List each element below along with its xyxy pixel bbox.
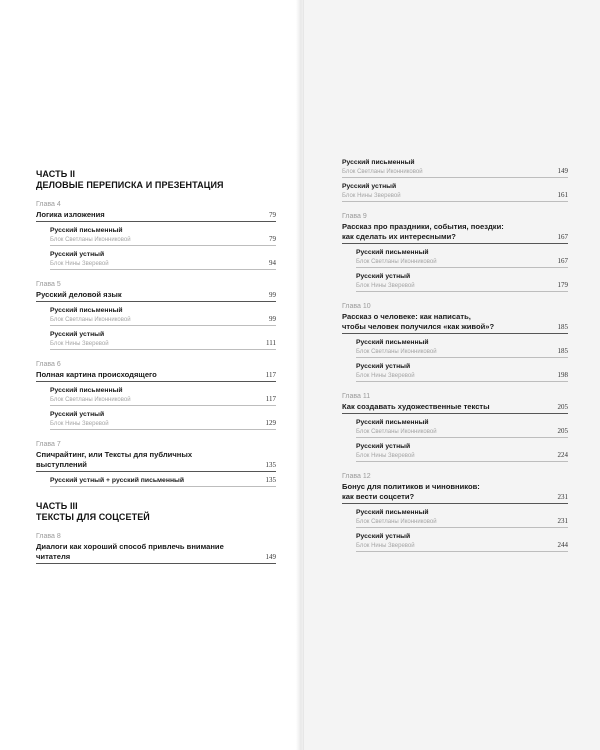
toc-subentry[interactable] xyxy=(36,476,276,487)
chapter-page: 149 xyxy=(265,553,276,561)
toc-subentry[interactable] xyxy=(342,248,568,268)
subentry-author: Блок Светланы Иконниковой xyxy=(356,349,437,355)
chapter-title-line: Диалоги как хороший способ привлечь внимание xyxy=(36,542,224,551)
toc-right-column xyxy=(342,158,568,562)
subentry-title: Русский устный xyxy=(342,183,397,190)
subentry-page: 231 xyxy=(557,517,568,525)
chapter-label: Глава 12 xyxy=(342,473,371,480)
toc-chapter xyxy=(36,280,276,350)
chapter-row[interactable] xyxy=(342,402,568,412)
subentry-rule xyxy=(50,429,276,430)
chapter-page: 185 xyxy=(557,323,568,331)
chapter-title-line: чтобы человек получился «как живой»? xyxy=(342,322,495,331)
chapter-label: Глава 10 xyxy=(342,303,371,310)
subentry-rule xyxy=(50,405,276,406)
subentry-rule xyxy=(356,267,568,268)
subentry-author: Блок Светланы Иконниковой xyxy=(50,317,131,323)
toc-left-column xyxy=(36,169,276,574)
chapter-title: Как создавать художественные тексты xyxy=(342,402,490,411)
chapter-title: Логика изложения xyxy=(36,210,105,219)
subentry-page: 161 xyxy=(557,191,568,199)
chapter-title-line: читателя xyxy=(36,552,71,561)
subentry-author: Блок Нины Зверевой xyxy=(342,193,401,199)
chapter-row[interactable] xyxy=(36,450,276,470)
chapter-page: 231 xyxy=(557,493,568,501)
subentry-rule xyxy=(356,291,568,292)
chapter-label: Глава 9 xyxy=(342,213,367,220)
subentry-page: 179 xyxy=(557,281,568,289)
chapter-title-line: Рассказ про праздники, события, поездки: xyxy=(342,222,504,231)
subentry-title: Русский письменный xyxy=(50,307,123,314)
subentry-rule xyxy=(50,245,276,246)
chapter-rule xyxy=(36,381,276,382)
subentry-page: 185 xyxy=(557,347,568,355)
subentry-author: Блок Нины Зверевой xyxy=(356,453,415,459)
chapter-title: Полная картина происходящего xyxy=(36,370,157,379)
toc-subentry[interactable] xyxy=(342,182,568,202)
chapter-page: 99 xyxy=(269,291,276,299)
subentry-title: Русский письменный xyxy=(50,387,123,394)
subentry-rule xyxy=(50,325,276,326)
chapter-rule xyxy=(36,563,276,564)
subentry-rule xyxy=(356,437,568,438)
part-heading xyxy=(36,169,276,191)
subentry-title: Русский устный + русский письменный xyxy=(50,477,185,484)
subentry-rule xyxy=(356,461,568,462)
subentry-title: Русский письменный xyxy=(50,227,123,234)
subentry-page: 198 xyxy=(557,371,568,379)
subentry-author: Блок Нины Зверевой xyxy=(50,341,109,347)
toc-subentry[interactable] xyxy=(36,226,276,246)
chapter-title xyxy=(342,482,554,502)
chapter-rule xyxy=(36,301,276,302)
toc-subentry[interactable] xyxy=(342,338,568,358)
subentry-rule xyxy=(50,269,276,270)
toc-subentry[interactable] xyxy=(36,250,276,270)
subentry-title: Русский устный xyxy=(50,331,105,338)
subentry-title: Русский устный xyxy=(356,273,411,280)
chapter-row[interactable] xyxy=(36,290,276,300)
toc-subentry[interactable] xyxy=(342,272,568,292)
subentry-rule xyxy=(356,381,568,382)
subentry-author: Блок Светланы Иконниковой xyxy=(356,519,437,525)
chapter-page: 167 xyxy=(557,233,568,241)
chapter-row[interactable] xyxy=(36,542,276,562)
toc-chapter xyxy=(342,392,568,462)
chapter-row[interactable] xyxy=(342,482,568,502)
subentry-title: Русский устный xyxy=(50,411,105,418)
chapter-rule xyxy=(342,243,568,244)
toc-chapter xyxy=(342,302,568,382)
subentry-page: 224 xyxy=(557,451,568,459)
chapter-rule xyxy=(36,221,276,222)
chapter-label: Глава 11 xyxy=(342,393,371,400)
subentry-rule xyxy=(356,551,568,552)
part-number: ЧАСТЬ III xyxy=(36,501,78,511)
chapter-rule xyxy=(342,333,568,334)
toc-chapter xyxy=(342,472,568,552)
subentry-page: 129 xyxy=(265,419,276,427)
toc-subentry[interactable] xyxy=(36,306,276,326)
subentry-page: 167 xyxy=(557,257,568,265)
toc-subentry[interactable] xyxy=(342,442,568,462)
subentry-page: 244 xyxy=(557,541,568,549)
subentry-page: 111 xyxy=(266,339,276,347)
subentry-page: 149 xyxy=(557,167,568,175)
subentry-author: Блок Нины Зверевой xyxy=(356,373,415,379)
subentry-title: Русский устный xyxy=(356,363,411,370)
subentry-title: Русский устный xyxy=(356,533,411,540)
chapter-rule xyxy=(342,503,568,504)
subentry-page: 205 xyxy=(557,427,568,435)
toc-chapter-continued xyxy=(342,158,568,202)
chapter-page: 135 xyxy=(265,461,276,469)
toc-subentry[interactable] xyxy=(342,362,568,382)
subentry-title: Русский письменный xyxy=(356,339,429,346)
toc-subentry[interactable] xyxy=(36,330,276,350)
chapter-title-line: Рассказ о человеке: как написать, xyxy=(342,312,471,321)
chapter-rule xyxy=(36,471,276,472)
subentry-rule xyxy=(342,201,568,202)
subentry-rule xyxy=(50,349,276,350)
chapter-rule xyxy=(342,413,568,414)
chapter-label: Глава 4 xyxy=(36,201,61,208)
toc-subentry[interactable] xyxy=(342,418,568,438)
subentry-author: Блок Нины Зверевой xyxy=(50,421,109,427)
part-heading xyxy=(36,501,276,523)
chapter-row[interactable] xyxy=(342,312,568,332)
chapter-page: 117 xyxy=(265,371,276,379)
chapter-row[interactable] xyxy=(342,222,568,242)
subentry-title: Русский устный xyxy=(356,443,411,450)
chapter-title-line: как сделать их интересными? xyxy=(342,232,456,241)
subentry-author: Блок Светланы Иконниковой xyxy=(50,397,131,403)
chapter-title-line: Спичрайтинг, или Тексты для публичных xyxy=(36,450,193,459)
toc-subentry[interactable] xyxy=(342,532,568,552)
subentry-author: Блок Нины Зверевой xyxy=(356,543,415,549)
chapter-title-line: Бонус для политиков и чиновников: xyxy=(342,482,480,491)
subentry-author: Блок Нины Зверевой xyxy=(50,261,109,267)
toc-chapter xyxy=(36,200,276,270)
toc-chapter xyxy=(342,212,568,292)
subentry-page: 117 xyxy=(265,395,276,403)
chapter-title xyxy=(342,222,554,242)
part-number: ЧАСТЬ II xyxy=(36,169,76,179)
chapter-label: Глава 5 xyxy=(36,281,61,288)
subentry-title: Русский письменный xyxy=(356,509,429,516)
toc-chapter xyxy=(36,360,276,430)
chapter-row[interactable] xyxy=(36,370,276,380)
subentry-author: Блок Светланы Иконниковой xyxy=(356,259,437,265)
subentry-rule xyxy=(50,486,276,487)
subentry-title: Русский письменный xyxy=(356,419,429,426)
chapter-title xyxy=(36,542,262,562)
toc-chapter xyxy=(36,532,276,564)
subentry-author: Блок Светланы Иконниковой xyxy=(356,429,437,435)
chapter-page: 205 xyxy=(557,403,568,411)
subentry-rule xyxy=(356,357,568,358)
chapter-title: Русский деловой язык xyxy=(36,290,122,299)
subentry-author: Блок Светланы Иконниковой xyxy=(50,237,131,243)
chapter-label: Глава 8 xyxy=(36,533,61,540)
subentry-rule xyxy=(356,527,568,528)
subentry-page: 94 xyxy=(269,259,276,267)
subentry-title: Русский устный xyxy=(50,251,105,258)
toc-subentry[interactable] xyxy=(36,410,276,430)
subentry-page: 135 xyxy=(265,476,276,484)
toc-subentry[interactable] xyxy=(36,386,276,406)
chapter-page: 79 xyxy=(269,211,276,219)
toc-subentry[interactable] xyxy=(342,158,568,178)
chapter-title-line: как вести соцсети? xyxy=(342,492,415,501)
subentry-page: 99 xyxy=(269,315,276,323)
part-title: ДЕЛОВЫЕ ПЕРЕПИСКА И ПРЕЗЕНТАЦИЯ xyxy=(36,180,224,190)
toc-subentry[interactable] xyxy=(342,508,568,528)
subentry-rule xyxy=(342,177,568,178)
subentry-title: Русский письменный xyxy=(342,159,415,166)
part-title: ТЕКСТЫ ДЛЯ СОЦСЕТЕЙ xyxy=(36,512,150,522)
subentry-title: Русский письменный xyxy=(356,249,429,256)
chapter-title xyxy=(342,312,554,332)
chapter-label: Глава 7 xyxy=(36,441,61,448)
subentry-author: Блок Светланы Иконниковой xyxy=(342,169,423,175)
chapter-label: Глава 6 xyxy=(36,361,61,368)
chapter-row[interactable] xyxy=(36,210,276,220)
toc-chapter xyxy=(36,440,276,487)
chapter-title-line: выступлений xyxy=(36,460,87,469)
chapter-title xyxy=(36,450,262,470)
subentry-author: Блок Нины Зверевой xyxy=(356,283,415,289)
subentry-page: 79 xyxy=(269,235,276,243)
